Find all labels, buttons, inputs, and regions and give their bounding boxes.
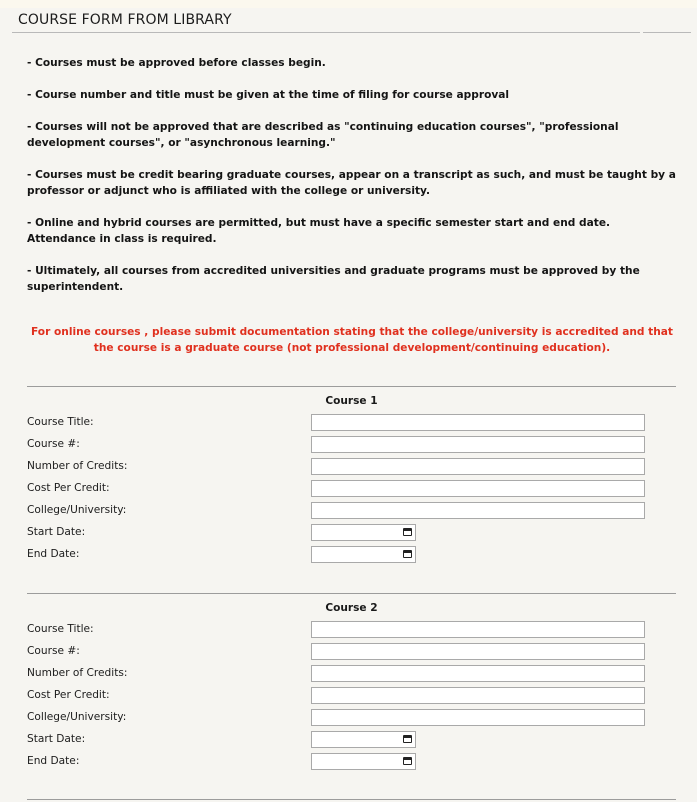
course-heading: Course 2 (325, 602, 378, 614)
rule-item: - Courses must be credit bearing graduate courses, appear on a transcript as such, and must be taught by a professor or adjunct who is affiliated with the college or university. (27, 169, 676, 197)
top-band (0, 0, 697, 8)
course-title-label: Course Title: (27, 416, 94, 428)
credits-label: Number of Credits: (27, 460, 128, 472)
credits-input[interactable] (311, 458, 645, 475)
course-title-input[interactable] (311, 414, 645, 431)
course-2-section (27, 593, 676, 767)
end-date-input[interactable] (311, 753, 416, 770)
rule-item: - Course number and title must be given at the time of filing for course approval (27, 89, 510, 101)
header-divider (12, 32, 640, 33)
rule-item: - Courses will not be approved that are described as "continuing education courses", "professional development courses", or "asynchronous learning." (27, 121, 619, 149)
course-title-label: Course Title: (27, 623, 94, 635)
course-number-input[interactable] (311, 643, 645, 660)
cost-per-credit-input[interactable] (311, 480, 645, 497)
credits-input[interactable] (311, 665, 645, 682)
end-date-label: End Date: (27, 755, 80, 767)
start-date-input[interactable] (311, 524, 416, 541)
online-course-notice: For online courses , please submit documentation stating that the college/university is accredited and that the course is a graduate course (not professional development/continuing education). (31, 326, 673, 354)
college-label: College/University: (27, 711, 127, 723)
rule-item: - Online and hybrid courses are permitted, but must have a specific semester start and end date. Attendance in class is required. (27, 217, 611, 245)
end-date-input[interactable] (311, 546, 416, 563)
rule-item: - Ultimately, all courses from accredited universities and graduate programs must be approved by the superintendent. (27, 265, 640, 293)
page-title: COURSE FORM FROM LIBRARY (18, 12, 232, 28)
credits-label: Number of Credits: (27, 667, 128, 679)
rule-item: - Courses must be approved before classes begin. (27, 57, 326, 69)
course-heading: Course 1 (325, 395, 378, 407)
cost-per-credit-label: Cost Per Credit: (27, 482, 110, 494)
college-input[interactable] (311, 709, 645, 726)
calendar-icon[interactable] (403, 757, 412, 765)
section-divider (27, 799, 676, 800)
cost-per-credit-label: Cost Per Credit: (27, 689, 110, 701)
course-1-section (27, 386, 676, 560)
course-number-input[interactable] (311, 436, 645, 453)
college-input[interactable] (311, 502, 645, 519)
end-date-label: End Date: (27, 548, 80, 560)
start-date-label: Start Date: (27, 733, 86, 745)
course-rules (27, 55, 677, 311)
course-title-input[interactable] (311, 621, 645, 638)
calendar-icon[interactable] (403, 528, 412, 536)
section-divider (27, 386, 676, 387)
college-label: College/University: (27, 504, 127, 516)
header-divider-side (643, 32, 691, 33)
start-date-label: Start Date: (27, 526, 86, 538)
calendar-icon[interactable] (403, 735, 412, 743)
course-number-label: Course #: (27, 438, 80, 450)
start-date-input[interactable] (311, 731, 416, 748)
course-number-label: Course #: (27, 645, 80, 657)
calendar-icon[interactable] (403, 550, 412, 558)
section-divider (27, 593, 676, 594)
cost-per-credit-input[interactable] (311, 687, 645, 704)
